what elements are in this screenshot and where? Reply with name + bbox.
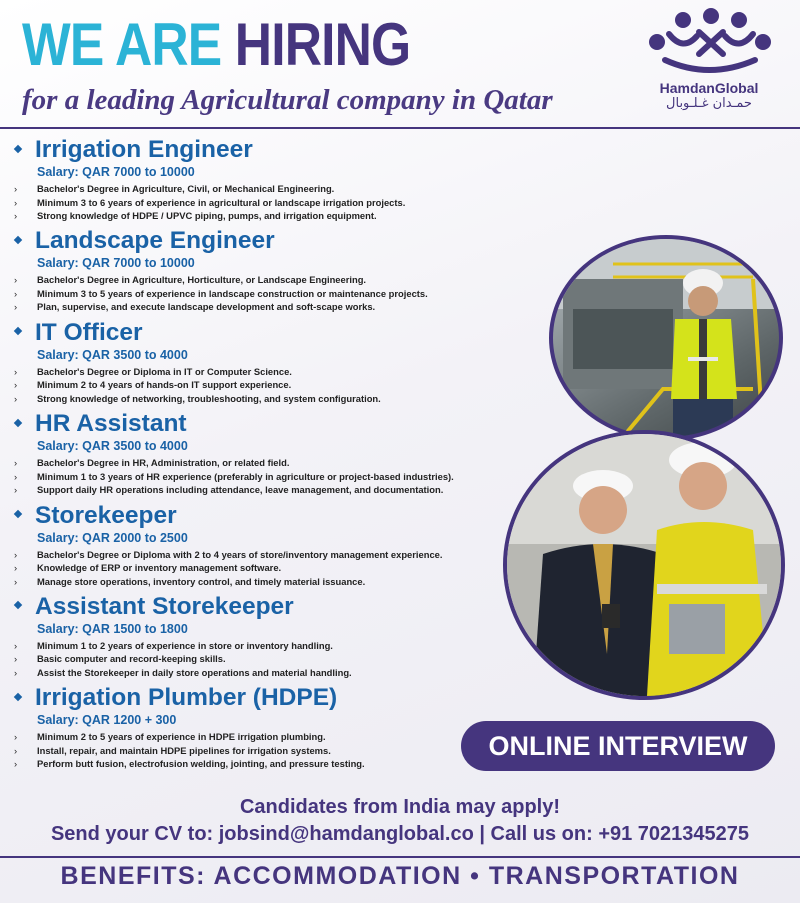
online-interview-badge: ONLINE INTERVIEW [461, 721, 775, 771]
diamond-bullet-icon [14, 601, 22, 609]
eligibility-note: Candidates from India may apply! [239, 796, 561, 818]
requirements-list [12, 639, 352, 680]
chevron-right-icon: › [14, 548, 18, 560]
diamond-bullet-icon [14, 327, 22, 335]
requirement-text: Minimum 2 to 4 years of hands-on IT support experience. [37, 379, 292, 391]
list-item [12, 287, 428, 301]
list-item [12, 300, 428, 314]
chevron-right-icon: › [14, 379, 18, 391]
people-circle-logo-icon [639, 8, 779, 76]
list-item [12, 483, 454, 497]
team-photo-illustration [507, 434, 781, 696]
company-logo [634, 8, 784, 118]
chevron-right-icon: › [14, 392, 18, 404]
chevron-right-icon: › [14, 562, 18, 574]
job-salary: Salary: QAR 2000 to 2500 [37, 530, 188, 545]
chevron-right-icon: › [14, 484, 18, 496]
requirement-text: Bachelor's Degree in Agriculture, Horticulture, or Landscape Engineering. [37, 274, 367, 286]
requirement-text: Minimum 1 to 2 years of experience in store or inventory handling. [37, 639, 333, 651]
requirement-text: Strong knowledge of HDPE / UPVC piping, pumps, and irrigation equipment. [37, 210, 377, 221]
chevron-right-icon: › [14, 210, 18, 221]
job-salary: Salary: QAR 1200 + 300 [37, 713, 177, 728]
requirement-text: Minimum 3 to 5 years of experience in landscape construction or maintenance projects. [37, 287, 428, 299]
list-item [12, 392, 381, 406]
job-salary: Salary: QAR 3500 to 4000 [37, 439, 188, 454]
footer-divider [0, 856, 800, 858]
team-photo [503, 430, 785, 700]
diamond-bullet-icon [14, 510, 22, 518]
diamond-bullet-icon [14, 693, 22, 701]
list-item [12, 652, 352, 666]
job-title: Landscape Engineer [35, 227, 275, 255]
chevron-right-icon: › [14, 744, 18, 756]
title-hiring: HIRING [234, 11, 411, 78]
engineer-photo [549, 235, 783, 441]
chevron-right-icon: › [14, 196, 18, 208]
engineer-photo-illustration [553, 239, 779, 437]
requirement-text: Knowledge of ERP or inventory management software. [37, 562, 282, 574]
requirement-text: Plan, supervise, and execute landscape development and soft-scape works. [37, 301, 376, 313]
benefits-line: BENEFITS: ACCOMMODATION • TRANSPORTATION [60, 862, 740, 890]
list-item [12, 757, 365, 771]
job-item [12, 134, 522, 225]
job-item [12, 225, 522, 316]
list-item [12, 209, 405, 223]
job-title: IT Officer [35, 318, 143, 346]
requirement-text: Support daily HR operations including attendance, leave management, and documentation. [37, 484, 444, 496]
list-item [12, 365, 381, 379]
logo-name-ar: حمـدان غـلـوبال [666, 96, 752, 111]
requirement-text: Basic computer and record-keeping skills. [37, 653, 226, 665]
list-item [12, 182, 405, 196]
job-salary: Salary: QAR 3500 to 4000 [37, 347, 188, 362]
diamond-bullet-icon [14, 236, 22, 244]
requirement-text: Bachelor's Degree or Diploma in IT or Computer Science. [37, 365, 292, 377]
header-divider [0, 127, 800, 129]
job-item [12, 591, 522, 682]
diamond-bullet-icon [14, 144, 22, 152]
chevron-right-icon: › [14, 274, 18, 286]
requirement-text: Minimum 2 to 5 years of experience in HDPE irrigation plumbing. [37, 731, 326, 743]
requirements-list [12, 548, 443, 589]
job-item [12, 408, 522, 499]
contact-line: Send your CV to: jobsind@hamdanglobal.co | Call us on: +91 7021345275 [50, 823, 750, 845]
requirement-text: Bachelor's Degree or Diploma with 2 to 4 years of store/inventory management experience. [37, 548, 443, 560]
list-item [12, 561, 443, 575]
title-we-are: WE ARE [22, 11, 222, 78]
requirement-text: Strong knowledge of networking, troubleshooting, and system configuration. [37, 392, 381, 404]
chevron-right-icon: › [14, 183, 18, 194]
requirements-list [12, 273, 428, 314]
list-item [12, 378, 381, 392]
job-title: HR Assistant [35, 410, 187, 438]
list-item [12, 196, 405, 210]
chevron-right-icon: › [14, 470, 18, 482]
job-title: Irrigation Engineer [35, 136, 253, 163]
list-item [12, 666, 352, 680]
list-item [12, 470, 454, 484]
job-item [12, 317, 522, 408]
list-item [12, 639, 352, 653]
requirement-text: Bachelor's Degree in HR, Administration, or related field. [37, 457, 290, 469]
requirements-list [12, 365, 381, 406]
job-title: Irrigation Plumber (HDPE) [35, 684, 338, 712]
job-item [12, 682, 522, 773]
page-title [22, 12, 410, 78]
chevron-right-icon: › [14, 575, 18, 587]
requirement-text: Perform butt fusion, electrofusion welding, jointing, and pressure testing. [37, 758, 365, 770]
list-item [12, 456, 454, 470]
job-title: Storekeeper [35, 501, 177, 529]
chevron-right-icon: › [14, 758, 18, 770]
chevron-right-icon: › [14, 639, 18, 651]
requirement-text: Assist the Storekeeper in daily store operations and material handling. [37, 666, 352, 678]
list-item [12, 548, 443, 562]
chevron-right-icon: › [14, 457, 18, 469]
requirement-text: Bachelor's Degree in Agriculture, Civil, or Mechanical Engineering. [37, 183, 335, 194]
chevron-right-icon: › [14, 666, 18, 678]
job-salary: Salary: QAR 1500 to 1800 [37, 621, 188, 636]
chevron-right-icon: › [14, 287, 18, 299]
page-subtitle: for a leading Agricultural company in Qatar [22, 84, 553, 116]
chevron-right-icon: › [14, 365, 18, 377]
requirements-list [12, 730, 365, 771]
requirement-text: Install, repair, and maintain HDPE pipelines for irrigation systems. [37, 744, 331, 756]
chevron-right-icon: › [14, 653, 18, 665]
requirements-list [12, 182, 405, 223]
chevron-right-icon: › [14, 301, 18, 313]
job-list [12, 134, 522, 774]
job-salary: Salary: QAR 7000 to 10000 [37, 165, 195, 179]
list-item [12, 575, 443, 589]
logo-name-en: HamdanGlobal [659, 80, 759, 96]
chevron-right-icon: › [14, 731, 18, 743]
diamond-bullet-icon [14, 418, 22, 426]
list-item [12, 273, 428, 287]
header [0, 0, 800, 130]
requirement-text: Minimum 1 to 3 years of HR experience (preferably in agriculture or project-based industries). [37, 470, 454, 482]
requirement-text: Minimum 3 to 6 years of experience in agricultural or landscape irrigation projects. [37, 196, 406, 208]
list-item [12, 730, 365, 744]
job-title: Assistant Storekeeper [35, 592, 294, 620]
list-item [12, 744, 365, 758]
job-item [12, 500, 522, 591]
requirement-text: Manage store operations, inventory control, and timely material issuance. [37, 575, 366, 587]
job-salary: Salary: QAR 7000 to 10000 [37, 256, 195, 271]
requirements-list [12, 456, 454, 497]
